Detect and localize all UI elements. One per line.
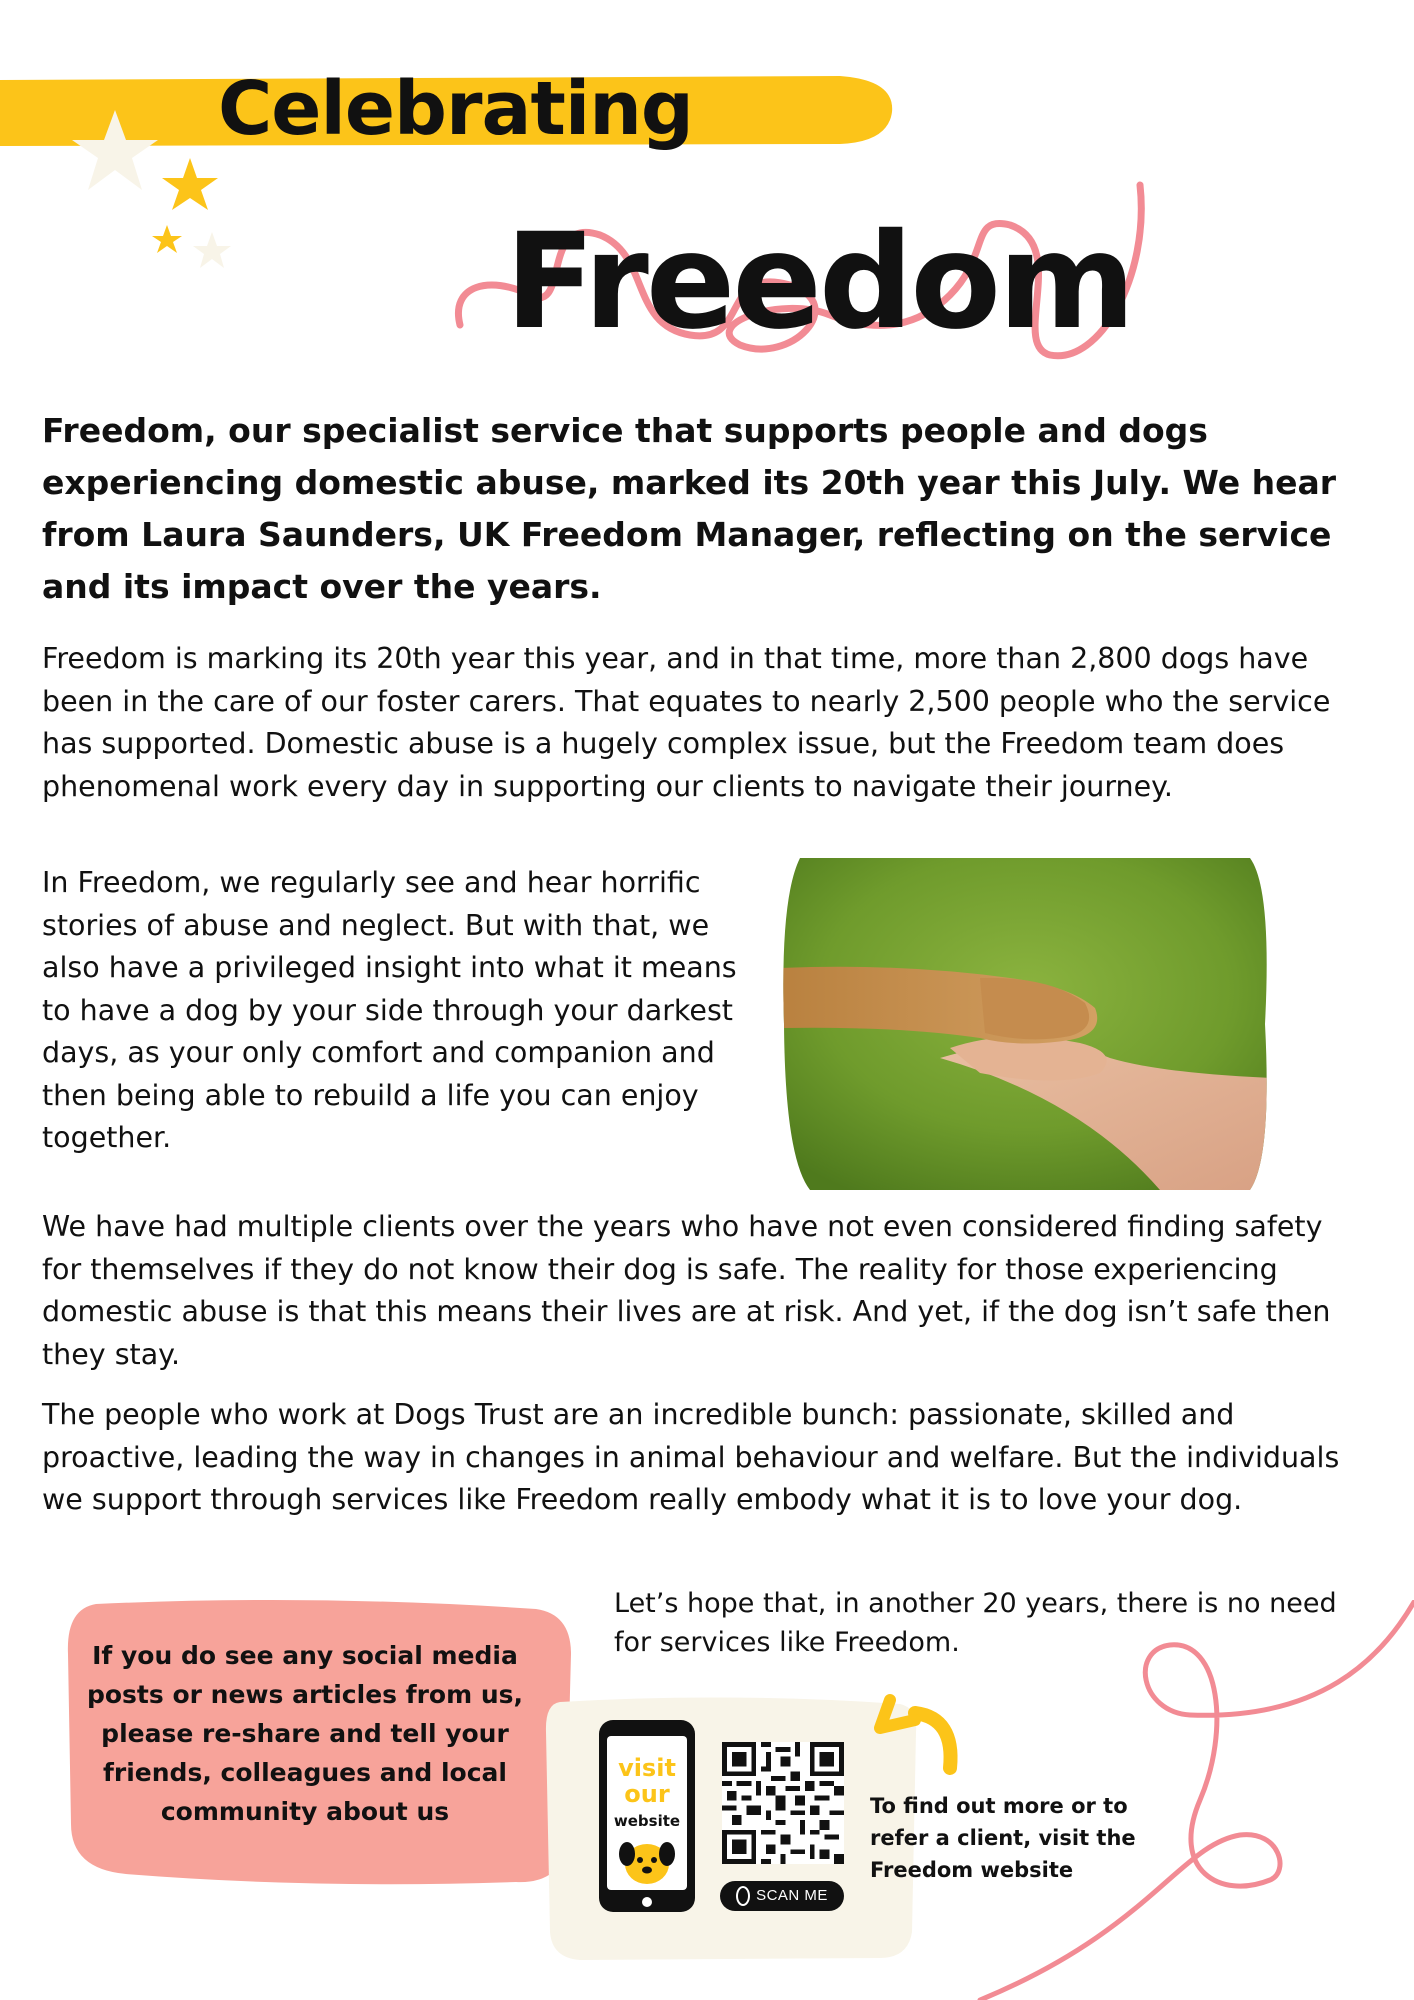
yellow-star-icon: [162, 158, 218, 210]
callout-text: If you do see any social media posts or news articles from us, please re-share and tell your friends, colleagues and local community about us: [86, 1641, 524, 1826]
paragraph-3: We have had multiple clients over the years who have not even considered finding safety for themselves if they do not know their dog is safe. The reality for those experiencing domestic abuse is that this means their lives are at risk. And yet, if the dog isn’t safe then they stay.: [42, 1210, 1331, 1371]
qr-code[interactable]: [722, 1742, 844, 1864]
large-cream-star-icon: [72, 110, 158, 190]
scan-me-button[interactable]: [720, 1881, 844, 1911]
phone-icon[interactable]: [597, 1718, 697, 1914]
phone-outline-icon: [736, 1886, 750, 1906]
dog-paw-hand-photo: [780, 858, 1272, 1190]
paragraph-4: The people who work at Dogs Trust are an incredible bunch: passionate, skilled and proactive, leading the way in changes in animal behaviour and welfare. But the individuals we support through services like Freedom really embody what it is to love your dog.: [42, 1398, 1340, 1516]
small-cream-star-icon: [193, 232, 231, 268]
paragraph-closing: Let’s hope that, in another 20 years, there is no need for services like Freedom.: [614, 1588, 1337, 1658]
paragraph-1: Freedom is marking its 20th year this year, and in that time, more than 2,800 dogs have been in the care of our foster carers. That equates to nearly 2,500 people who the service has supported. Domestic abuse is a hugely complex issue, but the Freedom team does phenomenal work every day in supporting our clients to navigate their journey.: [42, 642, 1331, 803]
stars-decoration: [60, 100, 260, 290]
find-out-more-text: To find out more or to refer a client, visit the Freedom website: [870, 1794, 1136, 1882]
phone-text-visit: visit: [618, 1754, 676, 1782]
intro-text: Freedom, our specialist service that supports people and dogs experiencing domestic abuse, marked its 20th year this July. We hear from Laura Saunders, UK Freedom Manager, reflecting on the service and its impact over the years.: [42, 411, 1336, 606]
small-yellow-star-icon: [152, 225, 182, 253]
phone-text-our: our: [624, 1780, 670, 1808]
phone-text-website: website: [613, 1812, 681, 1830]
curved-arrow-icon: [860, 1688, 970, 1778]
page-title: Freedom: [505, 205, 1133, 359]
heading-kicker: Celebrating: [218, 66, 693, 152]
scan-me-label: SCAN ME: [756, 1887, 828, 1904]
paragraph-2: In Freedom, we regularly see and hear horrific stories of abuse and neglect. But with that, we also have a privileged insight into what it means to have a dog by your side through your darkest days, as your only comfort and companion and then being able to rebuild a life you can enjoy together.: [42, 866, 737, 1154]
